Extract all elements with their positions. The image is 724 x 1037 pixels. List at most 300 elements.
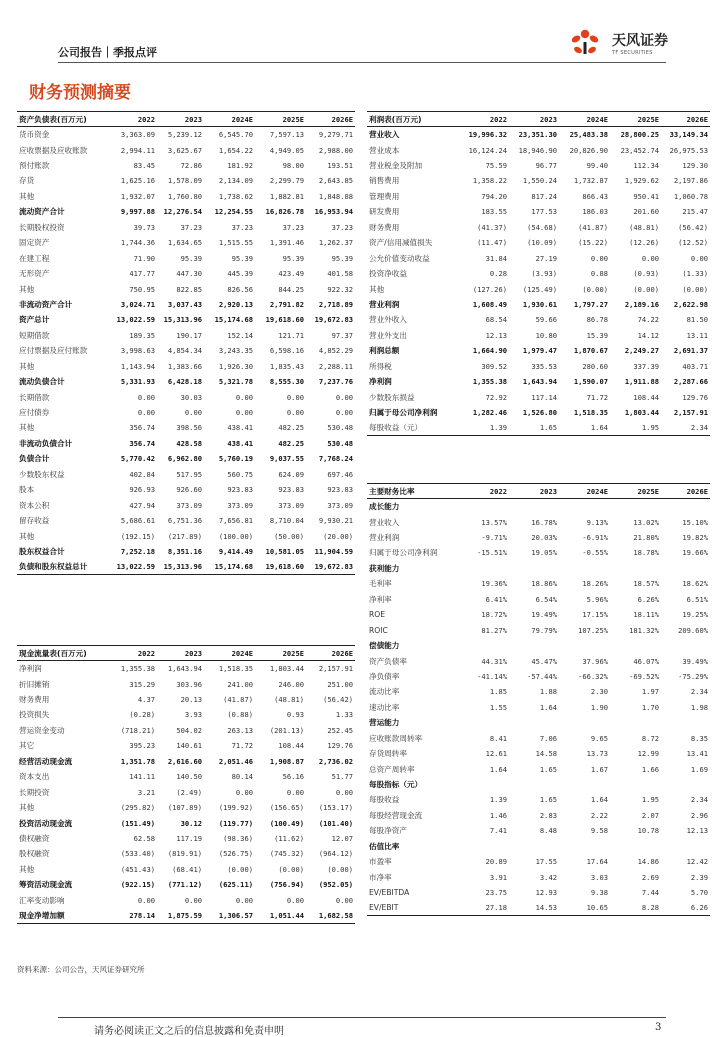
row-value: 12.61 <box>485 749 507 759</box>
row-value: 926.93 <box>129 485 155 495</box>
row-value: 241.00 <box>227 679 253 689</box>
table-row <box>367 235 710 250</box>
row-value: 8.41 <box>489 733 507 743</box>
row-value: (119.77) <box>218 818 253 828</box>
row-value: 1,625.16 <box>120 176 155 186</box>
row-value: 438.41 <box>227 423 253 433</box>
row-value: (54.68) <box>527 222 557 232</box>
table-row <box>367 545 710 560</box>
row-value: 1,051.44 <box>255 908 306 923</box>
row-value: (0.00) <box>327 864 353 874</box>
row-value: (192.15) <box>120 531 155 541</box>
row-value: 0.00 <box>286 408 304 418</box>
row-value: (12.52) <box>678 238 708 248</box>
row-value: 5.96% <box>586 594 608 604</box>
row-value: 2,691.37 <box>673 346 708 356</box>
row-label: 市净率 <box>369 872 392 882</box>
row-value: (819.91) <box>167 849 202 859</box>
row-value: 19.25% <box>682 610 708 620</box>
row-value: 1,732.87 <box>573 176 608 186</box>
table-row <box>17 467 355 482</box>
row-value <box>454 561 509 576</box>
row-value: 3.91 <box>489 872 507 882</box>
row-value: 1,351.78 <box>120 756 155 766</box>
table-row <box>17 436 355 451</box>
table-row <box>367 514 710 529</box>
row-value: 2,287.66 <box>673 377 708 387</box>
row-value: 3,024.71 <box>120 299 155 309</box>
row-label: 其他 <box>19 284 35 294</box>
row-label: 股权融资 <box>19 849 50 859</box>
row-label: 股本 <box>19 485 35 495</box>
row-label: 资产负债率 <box>369 656 407 666</box>
row-value: 23,452.74 <box>620 145 659 155</box>
table-title: 资产负债表(百万元) <box>17 112 105 127</box>
row-value: 15,174.68 <box>214 315 253 325</box>
row-value: 8,351.16 <box>167 546 202 556</box>
row-value: (107.89) <box>167 803 202 813</box>
row-value <box>509 638 559 653</box>
row-label: 在建工程 <box>19 253 50 263</box>
row-value: 6.51% <box>686 594 708 604</box>
row-value <box>454 638 509 653</box>
row-value: 373.09 <box>278 500 304 510</box>
row-label: 债权融资 <box>19 833 50 843</box>
row-value: 0.00 <box>137 895 155 905</box>
table-row <box>17 723 355 738</box>
table-row <box>17 343 355 358</box>
row-value: 0.00 <box>235 787 253 797</box>
table-row <box>17 893 355 908</box>
row-value: 1,391.46 <box>269 238 304 248</box>
row-value: 215.47 <box>682 207 708 217</box>
row-value: (41.87) <box>223 695 253 705</box>
row-label: 预付账款 <box>19 161 50 171</box>
row-value: 13,022.59 <box>116 315 155 325</box>
row-value: 315.29 <box>129 679 155 689</box>
row-value: 2.69 <box>641 872 659 882</box>
row-value: 1.97 <box>641 687 659 697</box>
row-value: (3.93) <box>531 269 557 279</box>
row-value: 18.72% <box>481 610 507 620</box>
row-value: 71.90 <box>133 253 155 263</box>
year-header: 2023 <box>157 646 204 661</box>
row-value: 96.77 <box>535 161 557 171</box>
row-value: (11.47) <box>477 238 507 248</box>
row-value: (0.00) <box>633 284 659 294</box>
table-title: 利润表(百万元) <box>367 112 454 127</box>
row-value: 27.19 <box>535 253 557 263</box>
row-value: 9,037.55 <box>269 454 304 464</box>
year-header: 2024E <box>559 112 610 127</box>
row-label: 总资产周转率 <box>369 764 415 774</box>
row-value: 72.86 <box>180 161 202 171</box>
row-value: 19,672.83 <box>306 559 355 574</box>
table-row <box>367 189 710 204</box>
row-value: 181.92 <box>227 161 253 171</box>
row-value: 0.88 <box>590 269 608 279</box>
row-value: 183.55 <box>481 207 507 217</box>
row-value: 0.00 <box>590 253 608 263</box>
row-value: 303.96 <box>176 679 202 689</box>
row-value: 13.57% <box>481 517 507 527</box>
row-value: 18.26% <box>582 579 608 589</box>
row-value: 1.95 <box>610 420 661 435</box>
row-value: 80.14 <box>231 772 253 782</box>
row-value: 2,988.00 <box>318 145 353 155</box>
row-label: 获利能力 <box>369 563 400 573</box>
table-row <box>17 544 355 559</box>
table-header-row <box>367 484 710 499</box>
row-value: 7,252.18 <box>120 546 155 556</box>
row-label: 净负债率 <box>369 671 400 681</box>
row-value: 0.00 <box>235 895 253 905</box>
row-value: 18.57% <box>633 579 659 589</box>
row-value: 95.39 <box>282 253 304 263</box>
row-value: (952.05) <box>318 880 353 890</box>
row-value: 7,237.76 <box>318 377 353 387</box>
row-value: (199.92) <box>218 803 253 813</box>
row-value <box>559 561 610 576</box>
row-value: 0.00 <box>286 895 304 905</box>
row-value <box>661 561 710 576</box>
table-row <box>367 792 710 807</box>
row-value: 1.95 <box>641 795 659 805</box>
row-value: 417.77 <box>129 269 155 279</box>
row-value: (0.00) <box>682 284 708 294</box>
row-value: 19.05% <box>531 548 557 558</box>
row-value: 1,518.35 <box>218 664 253 674</box>
row-value: (201.13) <box>269 725 304 735</box>
row-value: 2,994.11 <box>120 145 155 155</box>
row-value: 9,414.49 <box>218 546 253 556</box>
row-value <box>661 638 710 653</box>
table-row <box>367 900 710 915</box>
row-value: (756.94) <box>269 880 304 890</box>
report-header-title: 公司报告｜季报点评 <box>58 46 157 59</box>
logo-mark-icon <box>571 30 600 55</box>
row-value: (964.12) <box>318 849 353 859</box>
row-label: 每股经营现金流 <box>369 810 423 820</box>
row-value: 2.34 <box>690 795 708 805</box>
row-value: (2.49) <box>176 787 202 797</box>
row-value: (0.00) <box>227 864 253 874</box>
row-value: 3,243.35 <box>218 346 253 356</box>
row-value: 140.50 <box>176 772 202 782</box>
data-source-note: 资料来源：公司公告，天风证券研究所 <box>17 965 145 974</box>
row-value: 2,051.46 <box>218 756 253 766</box>
row-label: 每股收益（元） <box>367 420 454 435</box>
row-value: (20.00) <box>323 531 353 541</box>
row-label: 销售费用 <box>369 176 400 186</box>
table-row <box>17 754 355 769</box>
row-value: 1,882.81 <box>269 191 304 201</box>
row-value: 1,926.30 <box>218 361 253 371</box>
row-value: 20,826.90 <box>569 145 608 155</box>
row-value: 37.23 <box>180 222 202 232</box>
row-value: 1,932.07 <box>120 191 155 201</box>
row-value: 51.77 <box>331 772 353 782</box>
row-label: 应付票据及应付账款 <box>19 346 88 356</box>
row-label: 应收账款周转率 <box>369 733 423 743</box>
table-row <box>367 328 710 343</box>
year-header: 2025E <box>255 646 306 661</box>
page-number: 3 <box>655 1022 662 1033</box>
row-value: 9,279.71 <box>318 130 353 140</box>
row-value <box>454 777 509 792</box>
row-value: 1.98 <box>690 702 708 712</box>
row-value: (48.81) <box>274 695 304 705</box>
row-value: 17.15% <box>582 610 608 620</box>
table-row <box>367 592 710 607</box>
row-value: 2,643.85 <box>318 176 353 186</box>
row-value: 2,718.89 <box>318 299 353 309</box>
row-value: 750.95 <box>129 284 155 294</box>
row-value: 278.14 <box>105 908 157 923</box>
row-value: (41.87) <box>578 222 608 232</box>
row-value: 0.00 <box>335 408 353 418</box>
row-value: 2,157.91 <box>673 408 708 418</box>
row-value <box>454 499 509 514</box>
balance-sheet-table <box>17 111 355 575</box>
row-label: 营业利润 <box>369 299 400 309</box>
row-value: 438.41 <box>227 438 253 448</box>
row-value: -57.44% <box>527 671 557 681</box>
logo-text: 天风证券 <box>612 33 668 49</box>
row-value: -66.32% <box>578 671 608 681</box>
row-value: 190.17 <box>176 330 202 340</box>
row-value: 15,174.68 <box>204 559 255 574</box>
row-value: 1,643.94 <box>167 664 202 674</box>
row-value: (217.89) <box>167 531 202 541</box>
table-row <box>17 220 355 235</box>
row-value: 356.74 <box>129 423 155 433</box>
table-row <box>367 669 710 684</box>
row-label: 其他 <box>19 803 35 813</box>
table-row <box>17 513 355 528</box>
row-value: 246.00 <box>278 679 304 689</box>
row-value: 193.51 <box>327 161 353 171</box>
row-value: 2,157.91 <box>318 664 353 674</box>
row-label: 公允价值变动收益 <box>369 253 430 263</box>
row-value: 560.75 <box>227 469 253 479</box>
row-label: 每股收益 <box>369 795 400 805</box>
table-row <box>17 297 355 312</box>
row-value: 68.54 <box>485 315 507 325</box>
row-value: 403.71 <box>682 361 708 371</box>
row-label: ROIC <box>369 625 388 635</box>
row-label: 营业收入 <box>369 517 400 527</box>
table-row <box>367 173 710 188</box>
row-value: 12.13 <box>686 826 708 836</box>
row-value <box>509 777 559 792</box>
row-value: 7.41 <box>489 826 507 836</box>
row-value: 8.28 <box>610 900 661 915</box>
row-value: 152.14 <box>227 330 253 340</box>
year-header: 2022 <box>454 484 509 499</box>
row-value: (0.28) <box>129 710 155 720</box>
row-value: 95.39 <box>180 253 202 263</box>
footer-disclaimer: 请务必阅读正文之后的信息披露和免责申明 <box>94 1026 284 1037</box>
row-value: 13.11 <box>686 330 708 340</box>
row-value: 1,929.62 <box>624 176 659 186</box>
row-value: 9.65 <box>590 733 608 743</box>
table-row <box>367 746 710 761</box>
row-label: 固定资产 <box>19 238 50 248</box>
row-value: 0.00 <box>184 408 202 418</box>
year-header: 2023 <box>509 484 559 499</box>
row-value: (127.26) <box>472 284 507 294</box>
row-value: 8,710.04 <box>269 516 304 526</box>
row-label: 其它 <box>19 741 35 751</box>
row-value: 26,975.53 <box>669 145 708 155</box>
row-value: (1.33) <box>682 269 708 279</box>
row-label: 每股净资产 <box>369 826 407 836</box>
row-value: 950.41 <box>633 191 659 201</box>
row-value: 14.58 <box>535 749 557 759</box>
row-value: 8,555.30 <box>269 377 304 387</box>
row-value: 9,930.21 <box>318 516 353 526</box>
row-value: 44.31% <box>481 656 507 666</box>
row-value: 15,313.96 <box>157 559 204 574</box>
row-value <box>509 715 559 730</box>
row-value: (0.88) <box>227 710 253 720</box>
row-value: 0.00 <box>235 392 253 402</box>
row-label: 流动比率 <box>369 687 400 697</box>
row-value: 5.70 <box>690 888 708 898</box>
row-value: 6.26% <box>637 594 659 604</box>
row-label: 估值比率 <box>369 841 400 851</box>
row-value: 1,262.37 <box>318 238 353 248</box>
row-value: 18.62% <box>682 579 708 589</box>
row-value: 1.64 <box>559 420 610 435</box>
year-header: 2026E <box>306 112 355 127</box>
row-value: 201.60 <box>633 207 659 217</box>
section-title: 财务预测摘要 <box>29 83 131 103</box>
row-value: 10,581.05 <box>265 546 304 556</box>
row-value: 1.67 <box>590 764 608 774</box>
row-value: 8.48 <box>539 826 557 836</box>
row-value: (56.42) <box>323 695 353 705</box>
row-label: 少数股东损益 <box>369 392 415 402</box>
row-value: 14.53 <box>509 900 559 915</box>
table-row <box>367 297 710 312</box>
row-label: 存货 <box>19 176 35 186</box>
table-row <box>367 343 710 358</box>
row-value: 0.00 <box>137 408 155 418</box>
row-value: 28,800.25 <box>620 130 659 140</box>
row-label: 营业外支出 <box>369 330 407 340</box>
row-value: (100.00) <box>218 531 253 541</box>
row-value: 423.49 <box>278 269 304 279</box>
row-value: 15.10% <box>682 517 708 527</box>
row-value: 1,835.43 <box>269 361 304 371</box>
row-value: (625.11) <box>218 880 253 890</box>
year-header: 2023 <box>509 112 559 127</box>
row-value: 1.46 <box>489 810 507 820</box>
table-row <box>367 869 710 884</box>
row-value: 107.25% <box>578 625 608 635</box>
row-value: 181.32% <box>629 625 659 635</box>
row-value: (125.49) <box>522 284 557 294</box>
row-value: 0.00 <box>286 787 304 797</box>
row-value: 7.06 <box>539 733 557 743</box>
row-value: 86.78 <box>586 315 608 325</box>
row-value: 9.58 <box>590 826 608 836</box>
row-label: 偿债能力 <box>369 641 400 651</box>
row-value: 15,313.96 <box>163 315 202 325</box>
row-value: 186.03 <box>582 207 608 217</box>
row-value <box>559 715 610 730</box>
row-value: 2.39 <box>690 872 708 882</box>
row-value: 2.22 <box>590 810 608 820</box>
row-label: 无形资产 <box>19 269 50 279</box>
row-label: ROE <box>369 610 386 620</box>
row-value <box>610 499 661 514</box>
row-value: 95.39 <box>331 253 353 263</box>
row-value: 0.00 <box>184 895 202 905</box>
table-row <box>17 420 355 435</box>
row-label: 少数股东权益 <box>19 469 65 479</box>
row-value <box>610 715 661 730</box>
row-label: 归属于母公司净利润 <box>369 408 438 418</box>
table-row <box>17 769 355 784</box>
table-row <box>17 707 355 722</box>
row-value: 13.02% <box>633 517 659 527</box>
row-label: 营业利润 <box>369 533 400 543</box>
row-value: (12.26) <box>629 238 659 248</box>
row-value <box>661 777 710 792</box>
table-row <box>17 738 355 753</box>
row-value: 0.00 <box>641 253 659 263</box>
row-value: 12.93 <box>535 888 557 898</box>
row-value: 0.00 <box>335 392 353 402</box>
table-row <box>367 777 710 792</box>
row-value: 19,618.60 <box>255 559 306 574</box>
row-value: 2,299.79 <box>269 176 304 186</box>
row-value: (533.40) <box>120 849 155 859</box>
row-value: 13.41 <box>686 749 708 759</box>
row-value: (771.12) <box>167 880 202 890</box>
row-value: 16,826.78 <box>265 207 304 217</box>
row-value: 1,578.09 <box>167 176 202 186</box>
row-value: 2.34 <box>661 420 710 435</box>
table-row <box>17 142 355 157</box>
row-value: 14.12 <box>637 330 659 340</box>
row-value: (451.43) <box>120 864 155 874</box>
row-value: 6.41% <box>485 594 507 604</box>
row-value: 2.07 <box>641 810 659 820</box>
table-row <box>367 266 710 281</box>
row-value: 9,997.88 <box>120 207 155 217</box>
row-value: 20.13 <box>180 695 202 705</box>
row-value: 794.20 <box>481 191 507 201</box>
table-row <box>17 266 355 281</box>
year-header: 2025E <box>255 112 306 127</box>
table-title: 主要财务比率 <box>367 484 454 499</box>
row-value: 189.35 <box>129 330 155 340</box>
table-row <box>367 389 710 404</box>
row-label: 负债合计 <box>19 454 50 464</box>
row-value: 30.03 <box>180 392 202 402</box>
row-label: 管理费用 <box>369 191 400 201</box>
row-value: 923.83 <box>227 485 253 495</box>
row-value: (922.15) <box>120 880 155 890</box>
table-row <box>17 692 355 707</box>
row-label: 短期借款 <box>19 330 50 340</box>
row-value: 1.39 <box>454 420 509 435</box>
row-value: (0.00) <box>278 864 304 874</box>
